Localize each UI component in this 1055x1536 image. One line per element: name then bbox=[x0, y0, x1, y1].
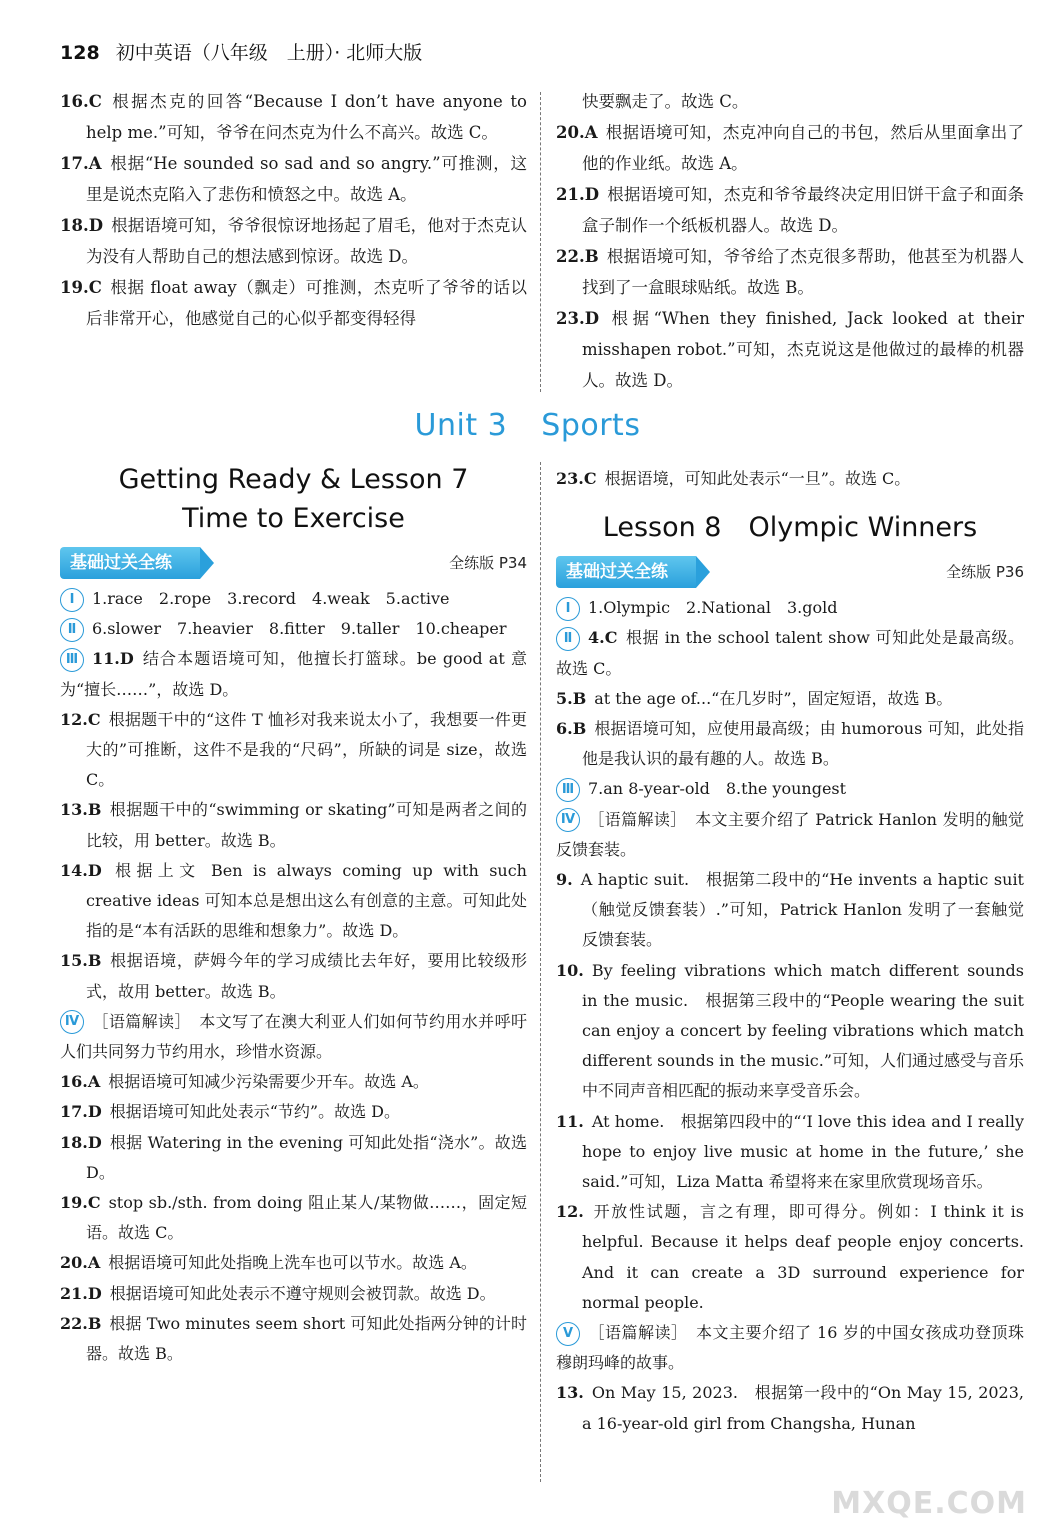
unit-title bbox=[0, 408, 1055, 443]
answer-item bbox=[60, 856, 527, 947]
page-number: 128 bbox=[60, 42, 100, 64]
answer-text: 根据语境可知减少污染需要少开车。故选 A。 bbox=[108, 1072, 429, 1092]
answer-text: 根据题干中的“这件 T 恤衫对我来说太小了，我想要一件更大的”可推断，这件不是我的“尺码”，所缺的词是 size，故选 C。 bbox=[86, 709, 527, 790]
lesson8-column bbox=[556, 464, 1024, 1439]
answer-item bbox=[556, 774, 1024, 804]
answer-item bbox=[60, 1067, 527, 1097]
answer-text: 根据语境可知此处表示不遵守规则会被罚款。故选 D。 bbox=[109, 1283, 496, 1303]
question-number: 17.A bbox=[60, 154, 102, 173]
answer-text: 开放性试题，言之有理，即可得分。例如：I think it is helpful. Because it helps deaf people enjoy concerts. And it can create a 3D surround experience for normal people. bbox=[582, 1202, 1024, 1312]
question-number: 9. bbox=[556, 870, 573, 890]
answer-text: 根据语境可知，杰克冲向自己的书包，然后从里面拿出了他的作业纸。故选 A。 bbox=[582, 123, 1024, 173]
question-number: 5.B bbox=[556, 688, 587, 708]
question-number: 23.C bbox=[556, 469, 597, 488]
answer-text: 1.Olympic 2.National 3.gold bbox=[588, 598, 838, 618]
question-number: 10. bbox=[556, 960, 584, 980]
answer-item bbox=[60, 1309, 527, 1369]
lesson8-banner-row bbox=[556, 553, 1024, 591]
answer-item bbox=[556, 1197, 1024, 1318]
answer-text: 根据语境可知此处表示“节约”。故选 D。 bbox=[109, 1102, 400, 1122]
answer-item bbox=[60, 644, 527, 704]
lesson7-column bbox=[60, 460, 527, 1369]
lesson7-title: Getting Ready & Lesson 7 bbox=[118, 464, 469, 495]
answer-item bbox=[60, 86, 527, 148]
answer-item bbox=[60, 705, 527, 796]
answer-item bbox=[556, 714, 1024, 774]
lesson8-title: Lesson 8 Olympic Winners bbox=[602, 512, 978, 544]
answer-text: 根据“When they finished, Jack looked at their misshapen robot.”可知，杰克说这是他做过的最棒的机器人。故选 D。 bbox=[582, 309, 1024, 390]
practice-banner: 基础过关全练 bbox=[556, 556, 696, 588]
answer-item bbox=[556, 805, 1024, 865]
answer-item bbox=[556, 1318, 1024, 1378]
answer-item bbox=[60, 1007, 527, 1067]
answer-text: 根据杰克的回答“Because I don’t have anyone to help me.”可知，爷爷在问杰克为什么不高兴。故选 C。 bbox=[86, 92, 527, 142]
lesson7-banner-row bbox=[60, 544, 527, 582]
answer-text: 根据上文 Ben is always coming up with such creative ideas 可知本总是想出这么有创意的主意。可知此处指的是“本有活跃的思维和想象力”。故选 D。 bbox=[86, 860, 527, 941]
section-tag: Ⅴ bbox=[556, 1322, 580, 1346]
answer-text: 根据语境可知此处指晚上洗车也可以节水。故选 A。 bbox=[108, 1253, 477, 1273]
section-tag: Ⅳ bbox=[556, 808, 580, 832]
section-tag: Ⅲ bbox=[556, 778, 580, 802]
answer-text: 根据“He sounded so sad and so angry.”可推测，这里是说杰克陷入了悲伤和愤怒之中。故选 A。 bbox=[86, 154, 527, 204]
answer-item bbox=[556, 684, 1024, 714]
answer-item bbox=[556, 865, 1024, 956]
unit-label: Unit 3 bbox=[414, 408, 508, 443]
question-number: 20.A bbox=[60, 1253, 101, 1273]
question-number: 11. bbox=[556, 1111, 584, 1131]
answer-text: ［语篇解读］ 本文主要介绍了 Patrick Hanlon 发明的触觉反馈套装。 bbox=[556, 809, 1024, 859]
answer-text: 根据语境可知，爷爷很惊讶地扬起了眉毛，他对于杰克认为没有人帮助自己的想法感到惊讶。故选 D。 bbox=[86, 216, 527, 266]
answer-text: 根据 in the school talent show 可知此处是最高级。故选 C。 bbox=[556, 628, 1024, 678]
section-tag: Ⅱ bbox=[60, 618, 84, 642]
answer-text: 6.slower 7.heavier 8.fitter 9.taller 10.cheaper bbox=[92, 619, 507, 639]
answer-item bbox=[60, 795, 527, 855]
answer-item bbox=[556, 956, 1024, 1107]
column-divider bbox=[540, 462, 541, 1482]
answer-item bbox=[556, 179, 1024, 241]
answer-item bbox=[556, 241, 1024, 303]
answer-text: On May 15, 2023. 根据第一段中的“On May 15, 2023, a 16-year-old girl from Changsha, Hunan bbox=[582, 1383, 1024, 1433]
answer-text: 根据题干中的“swimming or skating”可知是两者之间的比较，用 better。故选 B。 bbox=[86, 800, 527, 850]
answer-item bbox=[60, 946, 527, 1006]
answer-item bbox=[556, 1378, 1024, 1438]
question-number: 18.D bbox=[60, 1132, 102, 1152]
section-tag: Ⅰ bbox=[556, 597, 580, 621]
question-number: 13.B bbox=[60, 800, 102, 820]
watermark: MXQE.COM bbox=[831, 1486, 1027, 1521]
page-reference: 全练版 P36 bbox=[946, 563, 1024, 582]
question-number: 12. bbox=[556, 1202, 584, 1222]
answer-item bbox=[60, 1097, 527, 1127]
answer-text: At home. 根据第四段中的“‘I love this idea and I really hope to enjoy live music at home in the future,’ she said.”可知，Liza Matta 希望将来在家里欣赏现场音乐。 bbox=[582, 1111, 1024, 1192]
answer-text: 根据 Watering in the evening 可知此处指“浇水”。故选 D。 bbox=[86, 1132, 527, 1182]
answer-text: 快要飘走了。故选 C。 bbox=[582, 92, 749, 111]
practice-banner: 基础过关全练 bbox=[60, 547, 200, 579]
question-number: 4.C bbox=[588, 628, 618, 648]
question-number: 17.D bbox=[60, 1102, 102, 1122]
answer-item bbox=[60, 148, 527, 210]
question-number: 18.D bbox=[60, 216, 104, 235]
top-right-column bbox=[556, 86, 1024, 396]
answer-item bbox=[60, 210, 527, 272]
question-number: 11.D bbox=[92, 649, 134, 669]
question-number: 23.D bbox=[556, 309, 600, 328]
answer-item bbox=[60, 272, 527, 334]
answer-item bbox=[556, 1107, 1024, 1198]
answer-item bbox=[556, 593, 1024, 623]
question-number: 6.B bbox=[556, 719, 587, 739]
top-left-column bbox=[60, 86, 527, 334]
answer-item bbox=[60, 1248, 527, 1278]
answer-item bbox=[556, 86, 1024, 117]
answer-item bbox=[556, 464, 1024, 494]
question-number: 22.B bbox=[60, 1313, 102, 1333]
section-tag: Ⅰ bbox=[60, 588, 84, 612]
question-number: 16.A bbox=[60, 1072, 101, 1092]
question-number: 21.D bbox=[60, 1283, 102, 1303]
answer-text: ［语篇解读］ 本文主要介绍了 16 岁的中国女孩成功登顶珠穆朗玛峰的故事。 bbox=[556, 1323, 1024, 1373]
answer-text: 根据语境可知，爷爷给了杰克很多帮助，他甚至为机器人找到了一盒眼球贴纸。故选 B。 bbox=[582, 247, 1024, 297]
section-tag: Ⅳ bbox=[60, 1010, 84, 1034]
answer-text: 根据语境，萨姆今年的学习成绩比去年好，要用比较级形式，故用 better。故选 B。 bbox=[86, 951, 527, 1001]
question-number: 12.C bbox=[60, 709, 101, 729]
answer-text: 根据语境可知，应使用最高级；由 humorous 可知，此处指他是我认识的最有趣的人。故选 B。 bbox=[582, 719, 1024, 769]
answer-item bbox=[556, 623, 1024, 683]
answer-text: ［语篇解读］ 本文写了在澳大利亚人们如何节约用水并呼吁人们共同努力节约用水，珍惜水资源。 bbox=[60, 1011, 527, 1062]
question-number: 21.D bbox=[556, 185, 600, 204]
unit-name: Sports bbox=[541, 408, 641, 443]
answer-text: 根据语境可知，杰克和爷爷最终决定用旧饼干盒子和面条盒子制作一个纸板机器人。故选 D。 bbox=[582, 185, 1024, 235]
answer-text: stop sb./sth. from doing 阻止某人/某物做……，固定短语。故选 C。 bbox=[86, 1193, 527, 1243]
book-title: 初中英语（八年级 上册）· 北师大版 bbox=[115, 42, 423, 64]
lesson7-subtitle: Time to Exercise bbox=[182, 503, 405, 534]
answer-item bbox=[60, 584, 527, 614]
answer-text: 7.an 8-year-old 8.the youngest bbox=[588, 779, 847, 799]
answer-text: By feeling vibrations which match different sounds in the music. 根据第三段中的“People wearing the suit can enjoy a concert by feeling vibrations which match different sounds in the music.”可知，人们通过感受与音乐中不同声音相匹配的振动来享受音乐会。 bbox=[582, 960, 1024, 1101]
answer-text: 结合本题语境可知，他擅长打篮球。be good at 意为“擅长……”，故选 D。 bbox=[60, 649, 527, 699]
answer-text: 根据 Two minutes seem short 可知此处指两分钟的计时器。故选 B。 bbox=[86, 1313, 527, 1364]
page-header bbox=[60, 38, 422, 65]
answer-text: 根据语境，可知此处表示“一旦”。故选 C。 bbox=[604, 469, 911, 488]
question-number: 22.B bbox=[556, 247, 599, 266]
question-number: 16.C bbox=[60, 92, 102, 111]
section-tag: Ⅲ bbox=[60, 648, 84, 672]
page-reference: 全练版 P34 bbox=[449, 553, 527, 572]
question-number: 13. bbox=[556, 1383, 584, 1403]
question-number: 20.A bbox=[556, 123, 598, 142]
answer-text: at the age of...“在几岁时”，固定短语，故选 B。 bbox=[594, 688, 953, 708]
question-number: 14.D bbox=[60, 860, 102, 880]
question-number: 19.C bbox=[60, 278, 102, 297]
column-divider bbox=[540, 92, 541, 392]
answer-item bbox=[60, 1188, 527, 1248]
answer-text: A haptic suit. 根据第二段中的“He invents a haptic suit（触觉反馈套装）.”可知，Patrick Hanlon 发明了一套触觉反馈套装。 bbox=[580, 870, 1024, 950]
section-tag: Ⅱ bbox=[556, 627, 580, 651]
answer-item bbox=[60, 614, 527, 644]
answer-text: 根据 float away（飘走）可推测，杰克听了爷爷的话以后非常开心，他感觉自己的心似乎都变得轻得 bbox=[86, 278, 527, 328]
question-number: 15.B bbox=[60, 951, 102, 971]
answer-item bbox=[556, 117, 1024, 179]
answer-item bbox=[60, 1128, 527, 1188]
answer-item bbox=[556, 303, 1024, 396]
question-number: 19.C bbox=[60, 1193, 101, 1213]
answer-item bbox=[60, 1279, 527, 1309]
answer-text: 1.race 2.rope 3.record 4.weak 5.active bbox=[92, 589, 450, 608]
